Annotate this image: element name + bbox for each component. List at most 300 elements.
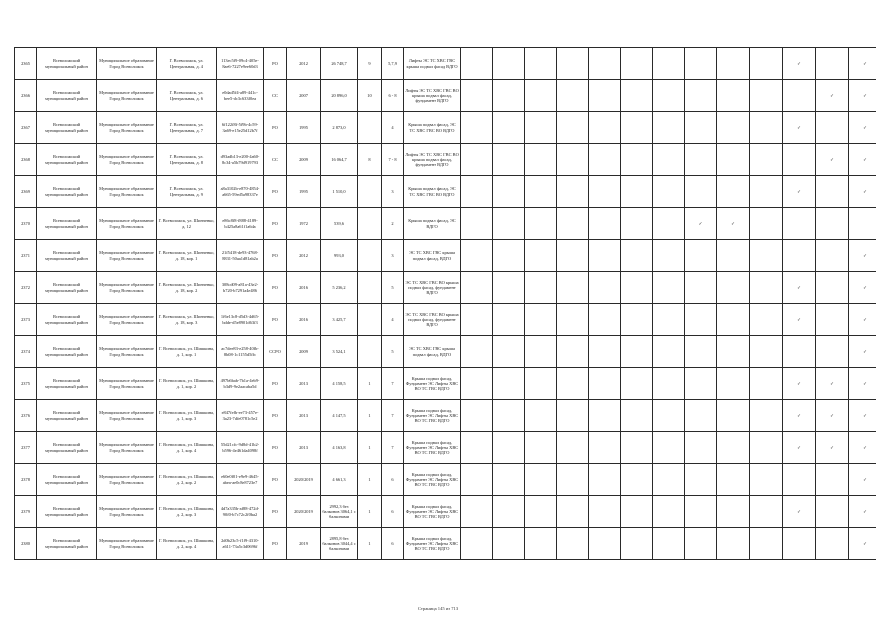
empty-cell [750, 496, 783, 528]
empty-cell [525, 208, 557, 240]
cell-address: Г. Всеволожск, ул. Шишкина, д. 2, кор. 4 [157, 528, 217, 560]
check-mark-icon: ✓ [849, 368, 876, 400]
cell-settlement: Муниципальное образование Город Всеволожск [97, 80, 157, 112]
empty-cell [685, 368, 717, 400]
check-mark-icon: ✓ [849, 496, 876, 528]
empty-cell [557, 336, 589, 368]
check-mark-icon: ✓ [849, 240, 876, 272]
empty-cell [621, 176, 653, 208]
empty-cell [461, 304, 493, 336]
cell-floors: 7 [382, 400, 404, 432]
check-mark-icon: ✓ [816, 144, 849, 176]
empty-cell [621, 80, 653, 112]
empty-cell [653, 208, 685, 240]
check-mark-icon: ✓ [816, 432, 849, 464]
cell-works: Крыша подвал фасад, Фундамент ЭС Лифты ХВС ВО ТС ГВС ВДГО [404, 368, 461, 400]
cell-district: Всеволожский муниципальный район [37, 464, 97, 496]
empty-cell [589, 208, 621, 240]
empty-cell [783, 144, 816, 176]
cell-floors: 7 [382, 368, 404, 400]
cell-lifts: 1 [358, 400, 382, 432]
empty-cell [653, 240, 685, 272]
cell-form: РО [264, 368, 287, 400]
cell-works: Крыша подвал фасад, Фундамент ЭС Лифты ХВС ВО ТС ГВС ВДГО [404, 496, 461, 528]
register-table [14, 47, 876, 560]
empty-cell [557, 528, 589, 560]
cell-address: Г. Всеволожск, ул. Шишкина, д. 1, кор. 2 [157, 368, 217, 400]
empty-cell [589, 432, 621, 464]
cell-n: 2375 [15, 368, 37, 400]
empty-cell [653, 272, 685, 304]
cell-floors: 5 [382, 272, 404, 304]
empty-cell [717, 336, 750, 368]
check-mark-icon: ✓ [816, 80, 849, 112]
cell-lifts [358, 272, 382, 304]
cell-form: РО [264, 112, 287, 144]
cell-year: 2016 [287, 272, 321, 304]
cell-district: Всеволожский муниципальный район [37, 304, 97, 336]
cell-area: 993,0 [321, 240, 358, 272]
cell-settlement: Муниципальное образование Город Всеволожск [97, 144, 157, 176]
cell-address: Г. Всеволожск, ул. Центральная, д. 9 [157, 176, 217, 208]
cell-area: 20 896,0 [321, 80, 358, 112]
cell-district: Всеволожский муниципальный район [37, 208, 97, 240]
cell-n: 2373 [15, 304, 37, 336]
cell-floors: 6 [382, 464, 404, 496]
check-mark-icon: ✓ [783, 112, 816, 144]
table-row [15, 496, 876, 528]
check-mark-icon: ✓ [783, 496, 816, 528]
cell-area: 4 163,8 [321, 432, 358, 464]
cell-address: Г. Всеволожск, ул. Шинченко, д. 12 [157, 208, 217, 240]
cell-fias: ac7dee83-e258-40fb-8b08-1c1155d5ffc [217, 336, 264, 368]
cell-n: 2379 [15, 496, 37, 528]
empty-cell [557, 304, 589, 336]
empty-cell [816, 528, 849, 560]
cell-lifts: 1 [358, 368, 382, 400]
cell-address: Г. Всеволожск, ул. Центральная, д. 8 [157, 144, 217, 176]
empty-cell [750, 144, 783, 176]
cell-area: 16 064,7 [321, 144, 358, 176]
check-mark-icon: ✓ [849, 144, 876, 176]
empty-cell [685, 240, 717, 272]
empty-cell [783, 464, 816, 496]
cell-floors: 6 - 8 [382, 80, 404, 112]
cell-district: Всеволожский муниципальный район [37, 272, 97, 304]
cell-district: Всеволожский муниципальный район [37, 80, 97, 112]
empty-cell [653, 400, 685, 432]
empty-cell [621, 528, 653, 560]
empty-cell [621, 304, 653, 336]
empty-cell [525, 432, 557, 464]
cell-form: СС [264, 144, 287, 176]
empty-cell [717, 48, 750, 80]
check-mark-icon: ✓ [783, 368, 816, 400]
empty-cell [461, 336, 493, 368]
cell-n: 2371 [15, 240, 37, 272]
empty-cell [461, 176, 493, 208]
empty-cell [621, 144, 653, 176]
empty-cell [750, 336, 783, 368]
cell-district: Всеволожский муниципальный район [37, 112, 97, 144]
cell-n: 2367 [15, 112, 37, 144]
cell-fias: 113ec5f9-09c4-405e-8ae6-7227e9ee60d3 [217, 48, 264, 80]
cell-form: РО [264, 208, 287, 240]
empty-cell [750, 528, 783, 560]
cell-floors: 5 [382, 336, 404, 368]
cell-address: Г. Всеволожск, ул. Центральная, д. 7 [157, 112, 217, 144]
empty-cell [525, 304, 557, 336]
cell-address: Г. Всеволожск, ул. Шинченко, д. 18, кор. 3 [157, 304, 217, 336]
cell-form: СС [264, 80, 287, 112]
empty-cell [750, 48, 783, 80]
cell-address: Г. Всеволожск, ул. Центральная, д. 4 [157, 48, 217, 80]
empty-cell [589, 48, 621, 80]
empty-cell [750, 208, 783, 240]
empty-cell [525, 464, 557, 496]
empty-cell [557, 80, 589, 112]
empty-cell [493, 112, 525, 144]
table-row [15, 176, 876, 208]
cell-form: РО [264, 48, 287, 80]
empty-cell [525, 80, 557, 112]
cell-district: Всеволожский муниципальный район [37, 368, 97, 400]
empty-cell [589, 464, 621, 496]
empty-cell [493, 80, 525, 112]
cell-form: РО [264, 464, 287, 496]
empty-cell [653, 528, 685, 560]
empty-cell [557, 496, 589, 528]
cell-lifts [358, 240, 382, 272]
empty-cell [750, 240, 783, 272]
cell-fias: 1f6e13c8-d5d3-4d65-bdde-d5e8901d63f3 [217, 304, 264, 336]
empty-cell [717, 80, 750, 112]
cell-area: 3 524,1 [321, 336, 358, 368]
empty-cell [493, 336, 525, 368]
cell-address: Г. Всеволожск, ул. Центральная, д. 6 [157, 80, 217, 112]
cell-floors: 3 [382, 240, 404, 272]
cell-works: ЭС ТС ХВС ГВС крыша подвал фасад, ВДГО [404, 336, 461, 368]
empty-cell [717, 528, 750, 560]
cell-works: Лифты ЭС ТС ХВС ГВС крыша подвал фасад ВДГО [404, 48, 461, 80]
cell-fias: 4d7a335b-af88-472d-90f0-b7c72c2f0ba2 [217, 496, 264, 528]
cell-n: 2380 [15, 528, 37, 560]
empty-cell [557, 272, 589, 304]
empty-cell [685, 48, 717, 80]
empty-cell [653, 144, 685, 176]
cell-district: Всеволожский муниципальный район [37, 336, 97, 368]
empty-cell [461, 112, 493, 144]
cell-district: Всеволожский муниципальный район [37, 432, 97, 464]
cell-address: Г. Всеволожск, ул. Шинченко, д. 18, кор. 2 [157, 272, 217, 304]
empty-cell [493, 304, 525, 336]
cell-lifts: 8 [358, 144, 382, 176]
cell-n: 2378 [15, 464, 37, 496]
cell-area: 4 158,5 [321, 368, 358, 400]
empty-cell [525, 272, 557, 304]
check-mark-icon: ✓ [783, 272, 816, 304]
empty-cell [461, 432, 493, 464]
cell-fias: 497b6bab-7b1a-4eb9-b3d9-9e2aacaba5d [217, 368, 264, 400]
empty-cell [557, 176, 589, 208]
empty-cell [589, 336, 621, 368]
empty-cell [685, 464, 717, 496]
table-row [15, 80, 876, 112]
cell-works: ЭС ТС ХВС ГВС ВО крыша подвал фасад, фундамент ВДГО [404, 272, 461, 304]
cell-n: 2377 [15, 432, 37, 464]
cell-floors: 5,7,9 [382, 48, 404, 80]
empty-cell [461, 368, 493, 400]
empty-cell [717, 144, 750, 176]
empty-cell [816, 176, 849, 208]
cell-n: 2372 [15, 272, 37, 304]
cell-floors: 4 [382, 304, 404, 336]
cell-fias: e847fefb-ee73-457e-3a23-7dfe0781c5e2 [217, 400, 264, 432]
cell-address: Г. Всеволожск, ул. Шишкина, д. 1, кор. 1 [157, 336, 217, 368]
empty-cell [783, 80, 816, 112]
cell-n: 2365 [15, 48, 37, 80]
cell-settlement: Муниципальное образование Город Всеволожск [97, 528, 157, 560]
empty-cell [461, 144, 493, 176]
cell-form: РО [264, 528, 287, 560]
empty-cell [685, 432, 717, 464]
cell-year: 2009 [287, 336, 321, 368]
empty-cell [621, 336, 653, 368]
empty-cell [816, 496, 849, 528]
cell-settlement: Муниципальное образование Город Всеволожск [97, 112, 157, 144]
empty-cell [461, 48, 493, 80]
empty-cell [525, 144, 557, 176]
cell-fias: 6f122f8f-5f9b-4c59-3a69-e15e25d12b7f [217, 112, 264, 144]
empty-cell [653, 304, 685, 336]
empty-cell [557, 368, 589, 400]
table-row [15, 368, 876, 400]
empty-cell [589, 496, 621, 528]
empty-cell [493, 400, 525, 432]
empty-cell [621, 48, 653, 80]
cell-district: Всеволожский муниципальный район [37, 176, 97, 208]
cell-n: 2369 [15, 176, 37, 208]
empty-cell [717, 272, 750, 304]
empty-cell [750, 112, 783, 144]
page-footer: Страница 145 из 713 [417, 606, 459, 611]
empty-cell [816, 336, 849, 368]
cell-settlement: Муниципальное образование Город Всеволожск [97, 304, 157, 336]
cell-district: Всеволожский муниципальный район [37, 528, 97, 560]
empty-cell [525, 528, 557, 560]
empty-cell [750, 176, 783, 208]
empty-cell [493, 272, 525, 304]
cell-year: 2020/2019 [287, 496, 321, 528]
check-mark-icon: ✓ [816, 368, 849, 400]
cell-form: РО [264, 176, 287, 208]
cell-lifts: 9 [358, 48, 382, 80]
empty-cell [685, 176, 717, 208]
empty-cell [717, 112, 750, 144]
empty-cell [493, 48, 525, 80]
cell-lifts [358, 336, 382, 368]
cell-lifts [358, 208, 382, 240]
cell-fias: e60e0f01-e9e9-4645-abea-ae0c8e8723e7 [217, 464, 264, 496]
empty-cell [621, 496, 653, 528]
empty-cell [750, 368, 783, 400]
cell-works: Крыша подвал фасад, Фундамент ЭС Лифты ХВС ВО ТС ГВС ВДГО [404, 432, 461, 464]
cell-district: Всеволожский муниципальный район [37, 496, 97, 528]
cell-works: Крыша подвал фасад, ЭС ВДГО [404, 208, 461, 240]
check-mark-icon: ✓ [816, 400, 849, 432]
empty-cell [525, 400, 557, 432]
cell-year: 2012 [287, 48, 321, 80]
check-mark-icon: ✓ [849, 304, 876, 336]
check-mark-icon: ✓ [849, 336, 876, 368]
empty-cell [589, 240, 621, 272]
empty-cell [717, 368, 750, 400]
empty-cell [717, 464, 750, 496]
empty-cell [589, 176, 621, 208]
empty-cell [750, 400, 783, 432]
cell-settlement: Муниципальное образование Город Всеволожск [97, 208, 157, 240]
cell-address: Г. Всеволожск, ул. Шишкина, д. 2, кор. 3 [157, 496, 217, 528]
empty-cell [621, 208, 653, 240]
cell-area: 3 425,7 [321, 304, 358, 336]
empty-cell [589, 272, 621, 304]
check-mark-icon: ✓ [849, 80, 876, 112]
empty-cell [685, 80, 717, 112]
table-row [15, 208, 876, 240]
empty-cell [557, 432, 589, 464]
cell-fias: d93adb13-e200-4a60-8c34-a5b79d919793 [217, 144, 264, 176]
empty-cell [685, 400, 717, 432]
empty-cell [461, 240, 493, 272]
cell-floors: 2 [382, 208, 404, 240]
cell-works: Крыша подвал фасад, Фундамент ЭС Лифты ХВС ВО ТС ГВС ВДГО [404, 528, 461, 560]
table-row [15, 304, 876, 336]
cell-form: РО [264, 432, 287, 464]
cell-district: Всеволожский муниципальный район [37, 144, 97, 176]
cell-settlement: Муниципальное образование Город Всеволожск [97, 272, 157, 304]
empty-cell [525, 368, 557, 400]
empty-cell [816, 112, 849, 144]
cell-area: 539,6 [321, 208, 358, 240]
cell-address: Г. Всеволожск, ул. Шишкина, д. 1, кор. 4 [157, 432, 217, 464]
empty-cell [557, 464, 589, 496]
empty-cell [589, 144, 621, 176]
empty-cell [750, 432, 783, 464]
cell-lifts [358, 176, 382, 208]
check-mark-icon: ✓ [849, 432, 876, 464]
cell-year: 2013 [287, 432, 321, 464]
cell-fias: a8a3102b-e870-4854-a665-59ed5a98337e [217, 176, 264, 208]
register-rows [15, 48, 876, 560]
cell-settlement: Муниципальное образование Город Всеволожск [97, 240, 157, 272]
check-mark-icon: ✓ [849, 176, 876, 208]
empty-cell [685, 528, 717, 560]
cell-fias: 21f5418-de93-4768-8831-50aa1d81ab2a [217, 240, 264, 272]
cell-works: Крыша подвал фасад, Фундамент ЭС Лифты ХВС ВО ТС ГВС ВДГО [404, 400, 461, 432]
empty-cell [493, 464, 525, 496]
empty-cell [653, 112, 685, 144]
empty-cell [525, 48, 557, 80]
empty-cell [525, 176, 557, 208]
cell-works: Крыша подвал фасад, ЭС ТС ХВС ГВС ВО ВДГО [404, 176, 461, 208]
empty-cell [816, 464, 849, 496]
empty-cell [621, 240, 653, 272]
empty-cell [493, 496, 525, 528]
empty-cell [557, 144, 589, 176]
empty-cell [816, 304, 849, 336]
table-row [15, 464, 876, 496]
cell-year: 1972 [287, 208, 321, 240]
empty-cell [461, 208, 493, 240]
empty-cell [816, 208, 849, 240]
cell-lifts [358, 112, 382, 144]
cell-area: 5 236,2 [321, 272, 358, 304]
cell-works: ЭС ТС ХВС ГВС ВО крыша подвал фасад, фундамент ВДГО [404, 304, 461, 336]
empty-cell [653, 464, 685, 496]
cell-district: Всеволожский муниципальный район [37, 400, 97, 432]
cell-address: Г. Всеволожск, ул. Шишкина, д. 1, кор. 3 [157, 400, 217, 432]
check-mark-icon: ✓ [783, 48, 816, 80]
cell-area: 4 147,5 [321, 400, 358, 432]
cell-form: РО [264, 496, 287, 528]
cell-floors: 3 [382, 176, 404, 208]
empty-cell [685, 272, 717, 304]
empty-cell [717, 176, 750, 208]
cell-form: РО [264, 304, 287, 336]
check-mark-icon: ✓ [849, 272, 876, 304]
empty-cell [685, 144, 717, 176]
empty-cell [589, 80, 621, 112]
cell-year: 2013 [287, 400, 321, 432]
empty-cell [685, 304, 717, 336]
cell-floors: 7 - 8 [382, 144, 404, 176]
table-row [15, 336, 876, 368]
cell-year: 2020/2019 [287, 464, 321, 496]
cell-works: Крыша подвал фасад, Фундамент ЭС Лифты ХВС ВО ТС ГВС ВДГО [404, 464, 461, 496]
cell-area: 2992,3 без балконов 3064,1 с балконами [321, 496, 358, 528]
empty-cell [461, 528, 493, 560]
empty-cell [557, 400, 589, 432]
check-mark-icon: ✓ [849, 48, 876, 80]
cell-fias: e0dad5f4-a89-441c-bee5-dc3c633f0ea [217, 80, 264, 112]
cell-fias: 2d0b23c5-f1f9-4310-a611-73a5c3d0696f [217, 528, 264, 560]
cell-settlement: Муниципальное образование Город Всеволожск [97, 464, 157, 496]
cell-floors: 7 [382, 432, 404, 464]
table-row [15, 528, 876, 560]
empty-cell [589, 528, 621, 560]
cell-form: РО [264, 240, 287, 272]
cell-lifts: 1 [358, 464, 382, 496]
empty-cell [493, 368, 525, 400]
empty-cell [493, 240, 525, 272]
empty-cell [685, 336, 717, 368]
cell-settlement: Муниципальное образование Город Всеволожск [97, 48, 157, 80]
cell-settlement: Муниципальное образование Город Всеволожск [97, 176, 157, 208]
empty-cell [589, 368, 621, 400]
cell-year: 2009 [287, 144, 321, 176]
empty-cell [653, 368, 685, 400]
empty-cell [621, 112, 653, 144]
cell-year: 2012 [287, 240, 321, 272]
cell-area: 2895,8 без балконов 3044,4 с балконами [321, 528, 358, 560]
check-mark-icon: ✓ [717, 208, 750, 240]
empty-cell [621, 464, 653, 496]
empty-cell [750, 304, 783, 336]
cell-area: 1 510,0 [321, 176, 358, 208]
cell-floors: 6 [382, 496, 404, 528]
empty-cell [525, 336, 557, 368]
empty-cell [653, 80, 685, 112]
